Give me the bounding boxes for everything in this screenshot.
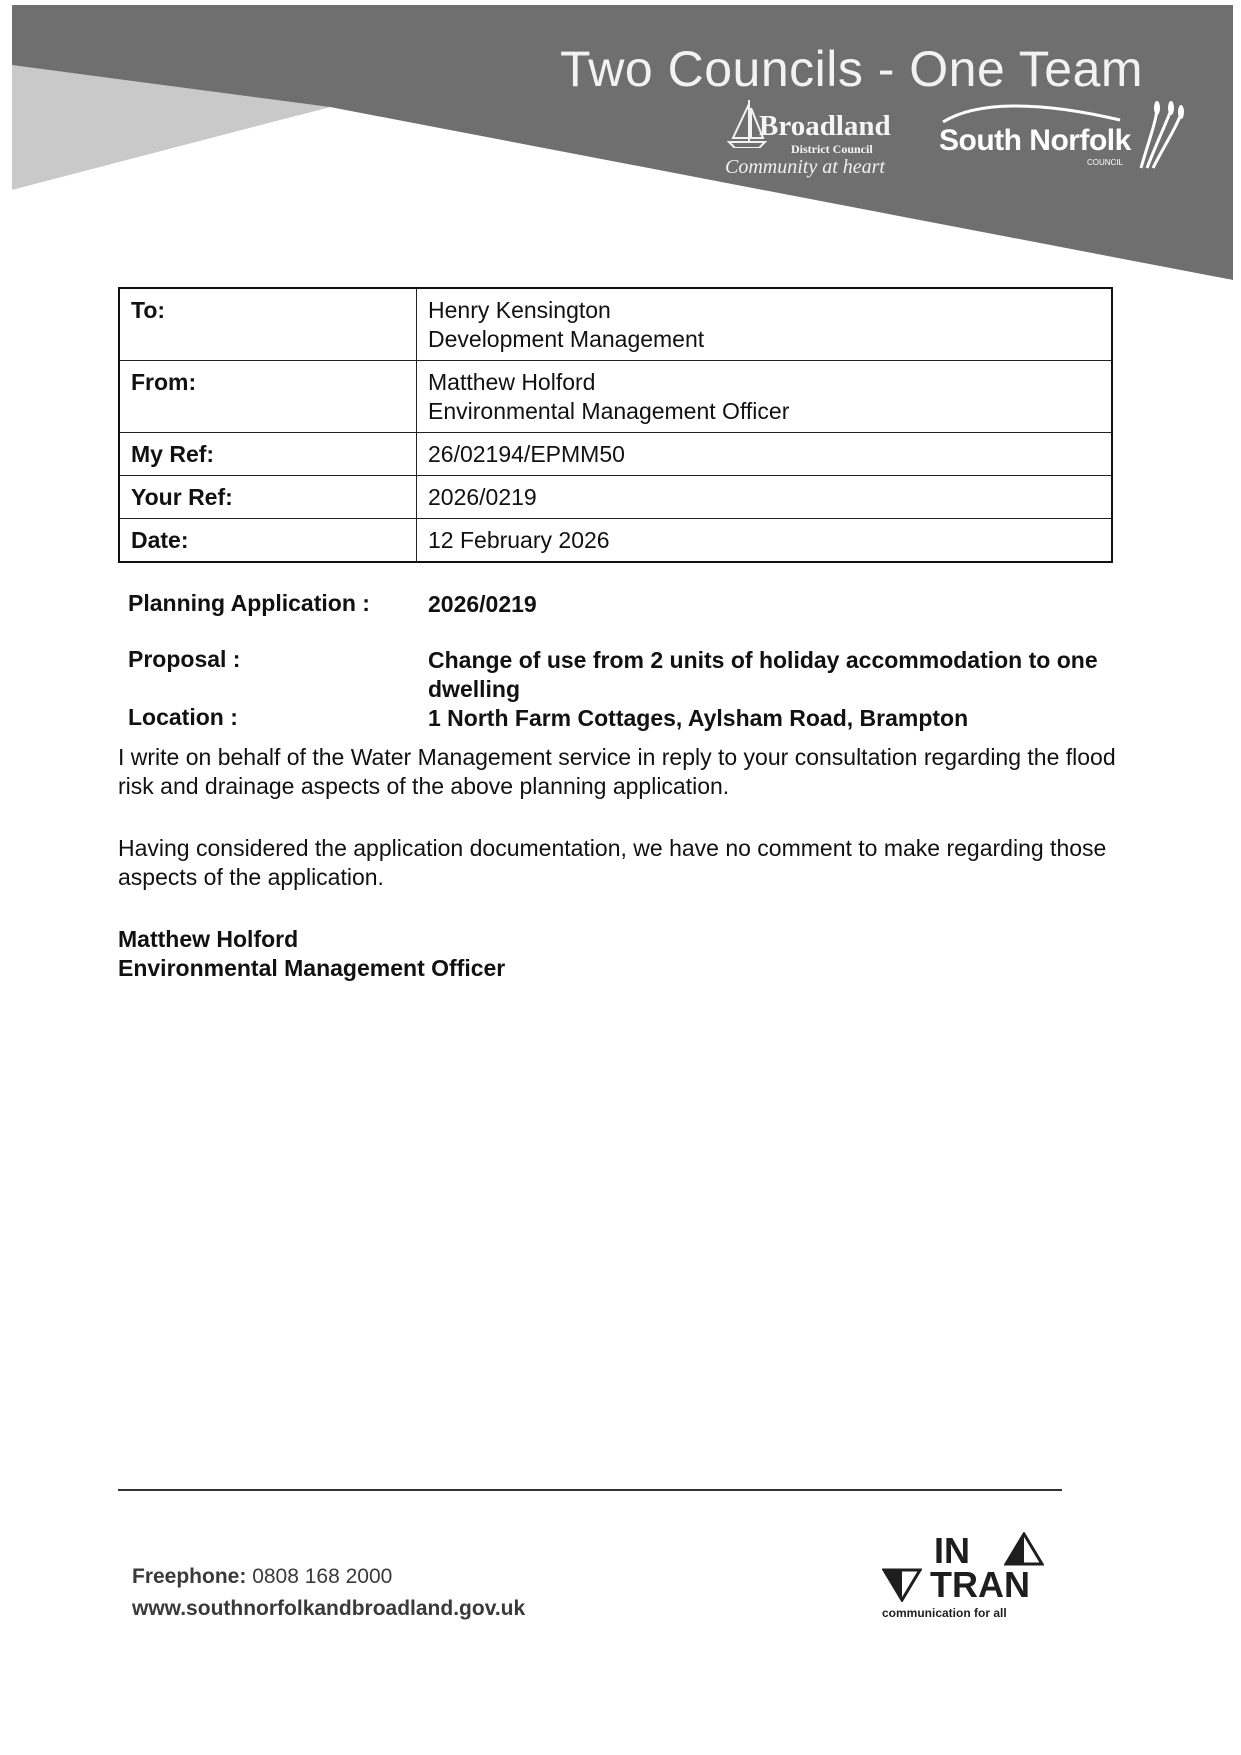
- date-label: Date:: [119, 519, 417, 563]
- website-url: www.southnorfolkandbroadland.gov.uk: [132, 1597, 526, 1620]
- my-ref-value: 26/02194/EPMM50: [417, 433, 1113, 476]
- from-value: [417, 361, 1113, 433]
- wheat-icon: [1135, 100, 1185, 170]
- banner-title: Two Councils - One Team: [560, 41, 1144, 97]
- south-norfolk-logo: [935, 100, 1195, 180]
- broadland-tagline: Community at heart: [725, 156, 885, 178]
- proposal-value: Change of use from 2 units of holiday accommodation to one dwelling: [428, 647, 1098, 702]
- intran-top-text: IN: [934, 1530, 970, 1571]
- intran-bottom-text: TRAN: [930, 1564, 1030, 1605]
- to-name: Henry Kensington: [428, 297, 611, 323]
- date-value: 12 February 2026: [417, 519, 1113, 563]
- planning-application-label: Planning Application :: [128, 590, 370, 616]
- south-norfolk-name: South Norfolk: [939, 124, 1131, 157]
- memo-row-my-ref: [119, 433, 1112, 476]
- from-name: Matthew Holford: [428, 369, 596, 395]
- to-label: To:: [119, 288, 417, 361]
- triangle-down-icon: [882, 1568, 922, 1602]
- intran-tagline: communication for all: [882, 1606, 1007, 1620]
- signature-name: Matthew Holford: [118, 926, 299, 952]
- header-banner: [0, 0, 1241, 285]
- location-value: 1 North Farm Cottages, Aylsham Road, Brampton: [428, 705, 969, 731]
- your-ref-label: Your Ref:: [119, 476, 417, 519]
- signature-title: Environmental Management Officer: [118, 955, 506, 981]
- broadland-logo: [725, 100, 915, 190]
- triangle-up-icon: [1004, 1532, 1044, 1566]
- from-label: From:: [119, 361, 417, 433]
- south-norfolk-subtitle: COUNCIL: [1087, 158, 1124, 167]
- to-department: Development Management: [428, 326, 705, 352]
- freephone-label: Freephone:: [132, 1565, 247, 1588]
- to-value: [417, 288, 1113, 361]
- freephone-number: 0808 168 2000: [252, 1565, 393, 1588]
- footer-divider: [118, 1489, 1062, 1491]
- memo-row-from: [119, 361, 1112, 433]
- intran-logo: [878, 1530, 1053, 1625]
- freephone: [132, 1565, 392, 1589]
- memo-row-date: [119, 519, 1112, 563]
- your-ref-value: 2026/0219: [417, 476, 1113, 519]
- signature-block: [118, 925, 505, 983]
- body-paragraph-1: I write on behalf of the Water Management service in reply to your consultation regarding the flood risk and drainage aspects of the above planning application.: [118, 744, 1116, 799]
- memo-details-table: [118, 287, 1113, 563]
- memo-row-your-ref: [119, 476, 1112, 519]
- planning-application-value: 2026/0219: [428, 591, 537, 617]
- location-label: Location :: [128, 704, 238, 730]
- my-ref-label: My Ref:: [119, 433, 417, 476]
- memo-row-to: [119, 288, 1112, 361]
- from-role: Environmental Management Officer: [428, 398, 790, 424]
- broadland-subtitle: District Council: [791, 142, 873, 156]
- broadland-name: Broadland: [759, 110, 891, 142]
- proposal-label: Proposal :: [128, 646, 241, 672]
- body-paragraph-2: Having considered the application documentation, we have no comment to make regarding those aspects of the application.: [118, 835, 1107, 890]
